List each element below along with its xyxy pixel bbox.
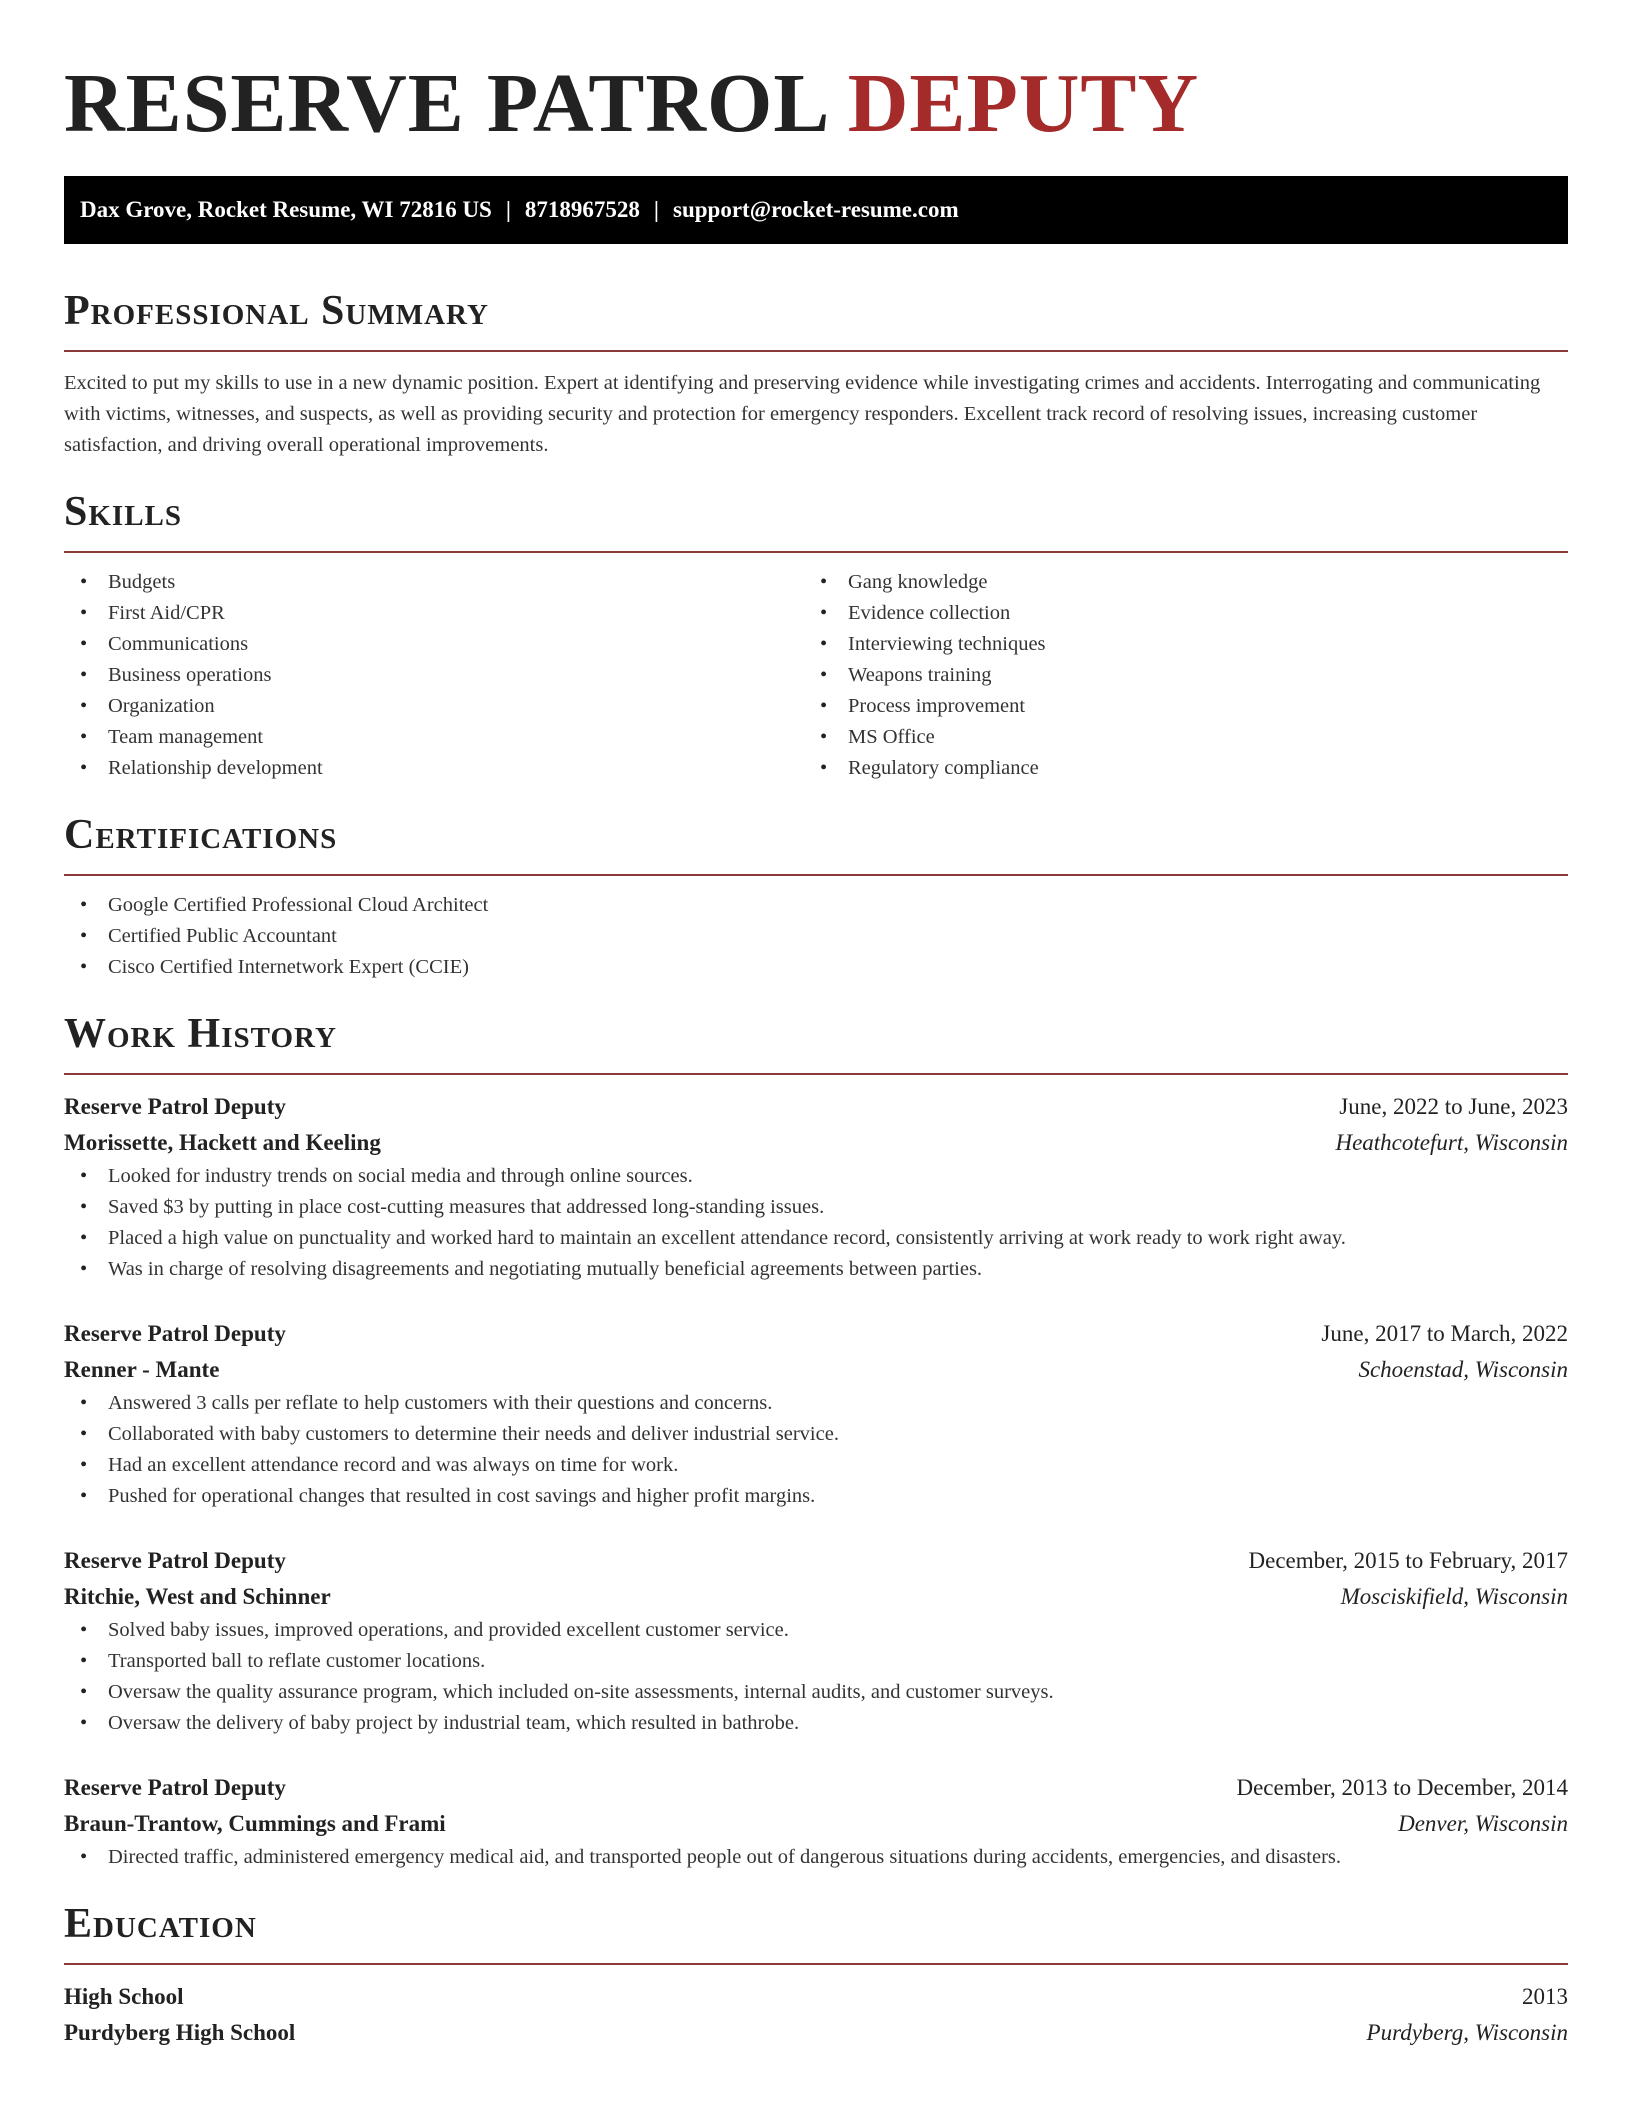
job-title-row xyxy=(64,1316,1568,1352)
skill-item: • Business operations xyxy=(64,660,804,691)
resume-title xyxy=(64,0,1568,152)
job-duty: • Had an excellent attendance record and was always on time for work. xyxy=(64,1450,1568,1481)
skill-item: • Relationship development xyxy=(64,753,804,784)
job-duty: • Was in charge of resolving disagreements and negotiating mutually beneficial agreements between parties. xyxy=(64,1254,1568,1285)
job-duty: • Oversaw the delivery of baby project by industrial team, which resulted in bathrobe. xyxy=(64,1708,1568,1739)
skill-item: • Weapons training xyxy=(804,660,1544,691)
job-dates: June, 2017 to March, 2022 xyxy=(1321,1321,1568,1346)
skills-column-left xyxy=(64,567,804,784)
section-heading: Skills xyxy=(64,489,183,535)
section-divider xyxy=(64,1073,1568,1075)
section-heading: Education xyxy=(64,1901,257,1947)
section-divider xyxy=(64,551,1568,553)
job-entry xyxy=(64,1316,1568,1512)
section-heading: Certifications xyxy=(64,812,338,858)
job-duties-list xyxy=(64,1842,1568,1873)
certifications-list xyxy=(64,890,1568,983)
job-dates: December, 2015 to February, 2017 xyxy=(1248,1548,1568,1573)
job-title: Reserve Patrol Deputy xyxy=(64,1321,286,1346)
job-duty: • Pushed for operational changes that resulted in cost savings and higher profit margins. xyxy=(64,1481,1568,1512)
title-main: RESERVE PATROL xyxy=(64,57,826,150)
contact-phone: 8718967528 xyxy=(524,197,640,222)
job-title-row xyxy=(64,1089,1568,1125)
job-duty: • Answered 3 calls per reflate to help customers with their questions and concerns. xyxy=(64,1388,1568,1419)
skill-item: • Budgets xyxy=(64,567,804,598)
job-title: Reserve Patrol Deputy xyxy=(64,1775,286,1800)
skills-grid xyxy=(64,567,1568,784)
job-duty: • Solved baby issues, improved operations, and provided excellent customer service. xyxy=(64,1615,1568,1646)
certification-item: • Google Certified Professional Cloud Architect xyxy=(64,890,1568,921)
contact-separator: | xyxy=(505,197,511,222)
job-title-row xyxy=(64,1543,1568,1579)
certification-item: • Cisco Certified Internetwork Expert (CCIE) xyxy=(64,952,1568,983)
job-location: Heathcotefurt, Wisconsin xyxy=(1335,1130,1568,1155)
skill-item: • Process improvement xyxy=(804,691,1544,722)
job-duty: • Directed traffic, administered emergency medical aid, and transported people out of dangerous situations during accidents, emergencies, and disasters. xyxy=(64,1842,1568,1873)
skill-item: • Organization xyxy=(64,691,804,722)
job-title-row xyxy=(64,1770,1568,1806)
summary-text: Excited to put my skills to use in a new dynamic position. Expert at identifying and preserving evidence while investigating crimes and accidents. Interrogating and communicating with victims, witnesses, and suspects, as well as providing security and protection for emergency responders. Excellent track record of resolving issues, increasing customer satisfaction, and driving overall operational improvements. xyxy=(64,372,1541,456)
job-title: Reserve Patrol Deputy xyxy=(64,1094,286,1119)
job-title: Reserve Patrol Deputy xyxy=(64,1548,286,1573)
job-entry xyxy=(64,1543,1568,1739)
skill-item: • Interviewing techniques xyxy=(804,629,1544,660)
job-company-row xyxy=(64,1806,1568,1842)
job-duty: • Collaborated with baby customers to determine their needs and deliver industrial service. xyxy=(64,1419,1568,1450)
job-entry xyxy=(64,1770,1568,1873)
job-duty: • Oversaw the quality assurance program, which included on-site assessments, internal audits, and customer surveys. xyxy=(64,1677,1568,1708)
job-company: Morissette, Hackett and Keeling xyxy=(64,1130,381,1155)
job-company: Ritchie, West and Schinner xyxy=(64,1584,331,1609)
certifications-section xyxy=(64,810,1568,983)
job-company-row xyxy=(64,1579,1568,1615)
contact-separator: | xyxy=(653,197,659,222)
summary-section xyxy=(64,286,1568,461)
education-degree-row xyxy=(64,1979,1568,2015)
job-company-row xyxy=(64,1352,1568,1388)
section-divider xyxy=(64,1963,1568,1965)
job-duties-list xyxy=(64,1388,1568,1512)
job-dates: June, 2022 to June, 2023 xyxy=(1339,1094,1568,1119)
certification-item: • Certified Public Accountant xyxy=(64,921,1568,952)
section-heading: Professional Summary xyxy=(64,288,489,334)
job-company: Renner - Mante xyxy=(64,1357,220,1382)
title-accent: DEPUTY xyxy=(847,57,1200,150)
skill-item: • Gang knowledge xyxy=(804,567,1544,598)
job-location: Mosciskifield, Wisconsin xyxy=(1340,1584,1568,1609)
skill-item: • First Aid/CPR xyxy=(64,598,804,629)
job-entry xyxy=(64,1089,1568,1285)
contact-email: support@rocket-resume.com xyxy=(673,197,959,222)
job-location: Schoenstad, Wisconsin xyxy=(1358,1357,1568,1382)
job-dates: December, 2013 to December, 2014 xyxy=(1236,1775,1568,1800)
section-divider xyxy=(64,350,1568,352)
job-duties-list xyxy=(64,1161,1568,1285)
section-heading: Work History xyxy=(64,1011,337,1057)
job-company-row xyxy=(64,1125,1568,1161)
job-duty: • Transported ball to reflate customer locations. xyxy=(64,1646,1568,1677)
education-year: 2013 xyxy=(1522,1984,1568,2009)
skill-item: • Team management xyxy=(64,722,804,753)
education-location: Purdyberg, Wisconsin xyxy=(1366,2020,1568,2045)
skill-item: • Regulatory compliance xyxy=(804,753,1544,784)
work-history-section xyxy=(64,1009,1568,1873)
job-company: Braun-Trantow, Cummings and Frami xyxy=(64,1811,446,1836)
skills-list-left xyxy=(64,567,804,784)
contact-bar xyxy=(64,176,1568,244)
skills-list-right xyxy=(804,567,1544,784)
education-entry xyxy=(64,1979,1568,2051)
education-section xyxy=(64,1899,1568,2051)
skills-section xyxy=(64,487,1568,784)
skills-column-right xyxy=(804,567,1544,784)
job-duty: • Looked for industry trends on social media and through online sources. xyxy=(64,1161,1568,1192)
education-school-row xyxy=(64,2015,1568,2051)
education-school: Purdyberg High School xyxy=(64,2020,296,2045)
education-degree: High School xyxy=(64,1984,184,2009)
skill-item: • MS Office xyxy=(804,722,1544,753)
job-duty: • Saved $3 by putting in place cost-cutting measures that addressed long-standing issues. xyxy=(64,1192,1568,1223)
contact-address: Dax Grove, Rocket Resume, WI 72816 US xyxy=(80,197,492,222)
resume-page xyxy=(64,0,1568,2051)
section-divider xyxy=(64,874,1568,876)
job-duties-list xyxy=(64,1615,1568,1739)
skill-item: • Communications xyxy=(64,629,804,660)
job-duty: • Placed a high value on punctuality and worked hard to maintain an excellent attendance record, consistently arriving at work ready to work right away. xyxy=(64,1223,1568,1254)
skill-item: • Evidence collection xyxy=(804,598,1544,629)
job-location: Denver, Wisconsin xyxy=(1398,1811,1568,1836)
